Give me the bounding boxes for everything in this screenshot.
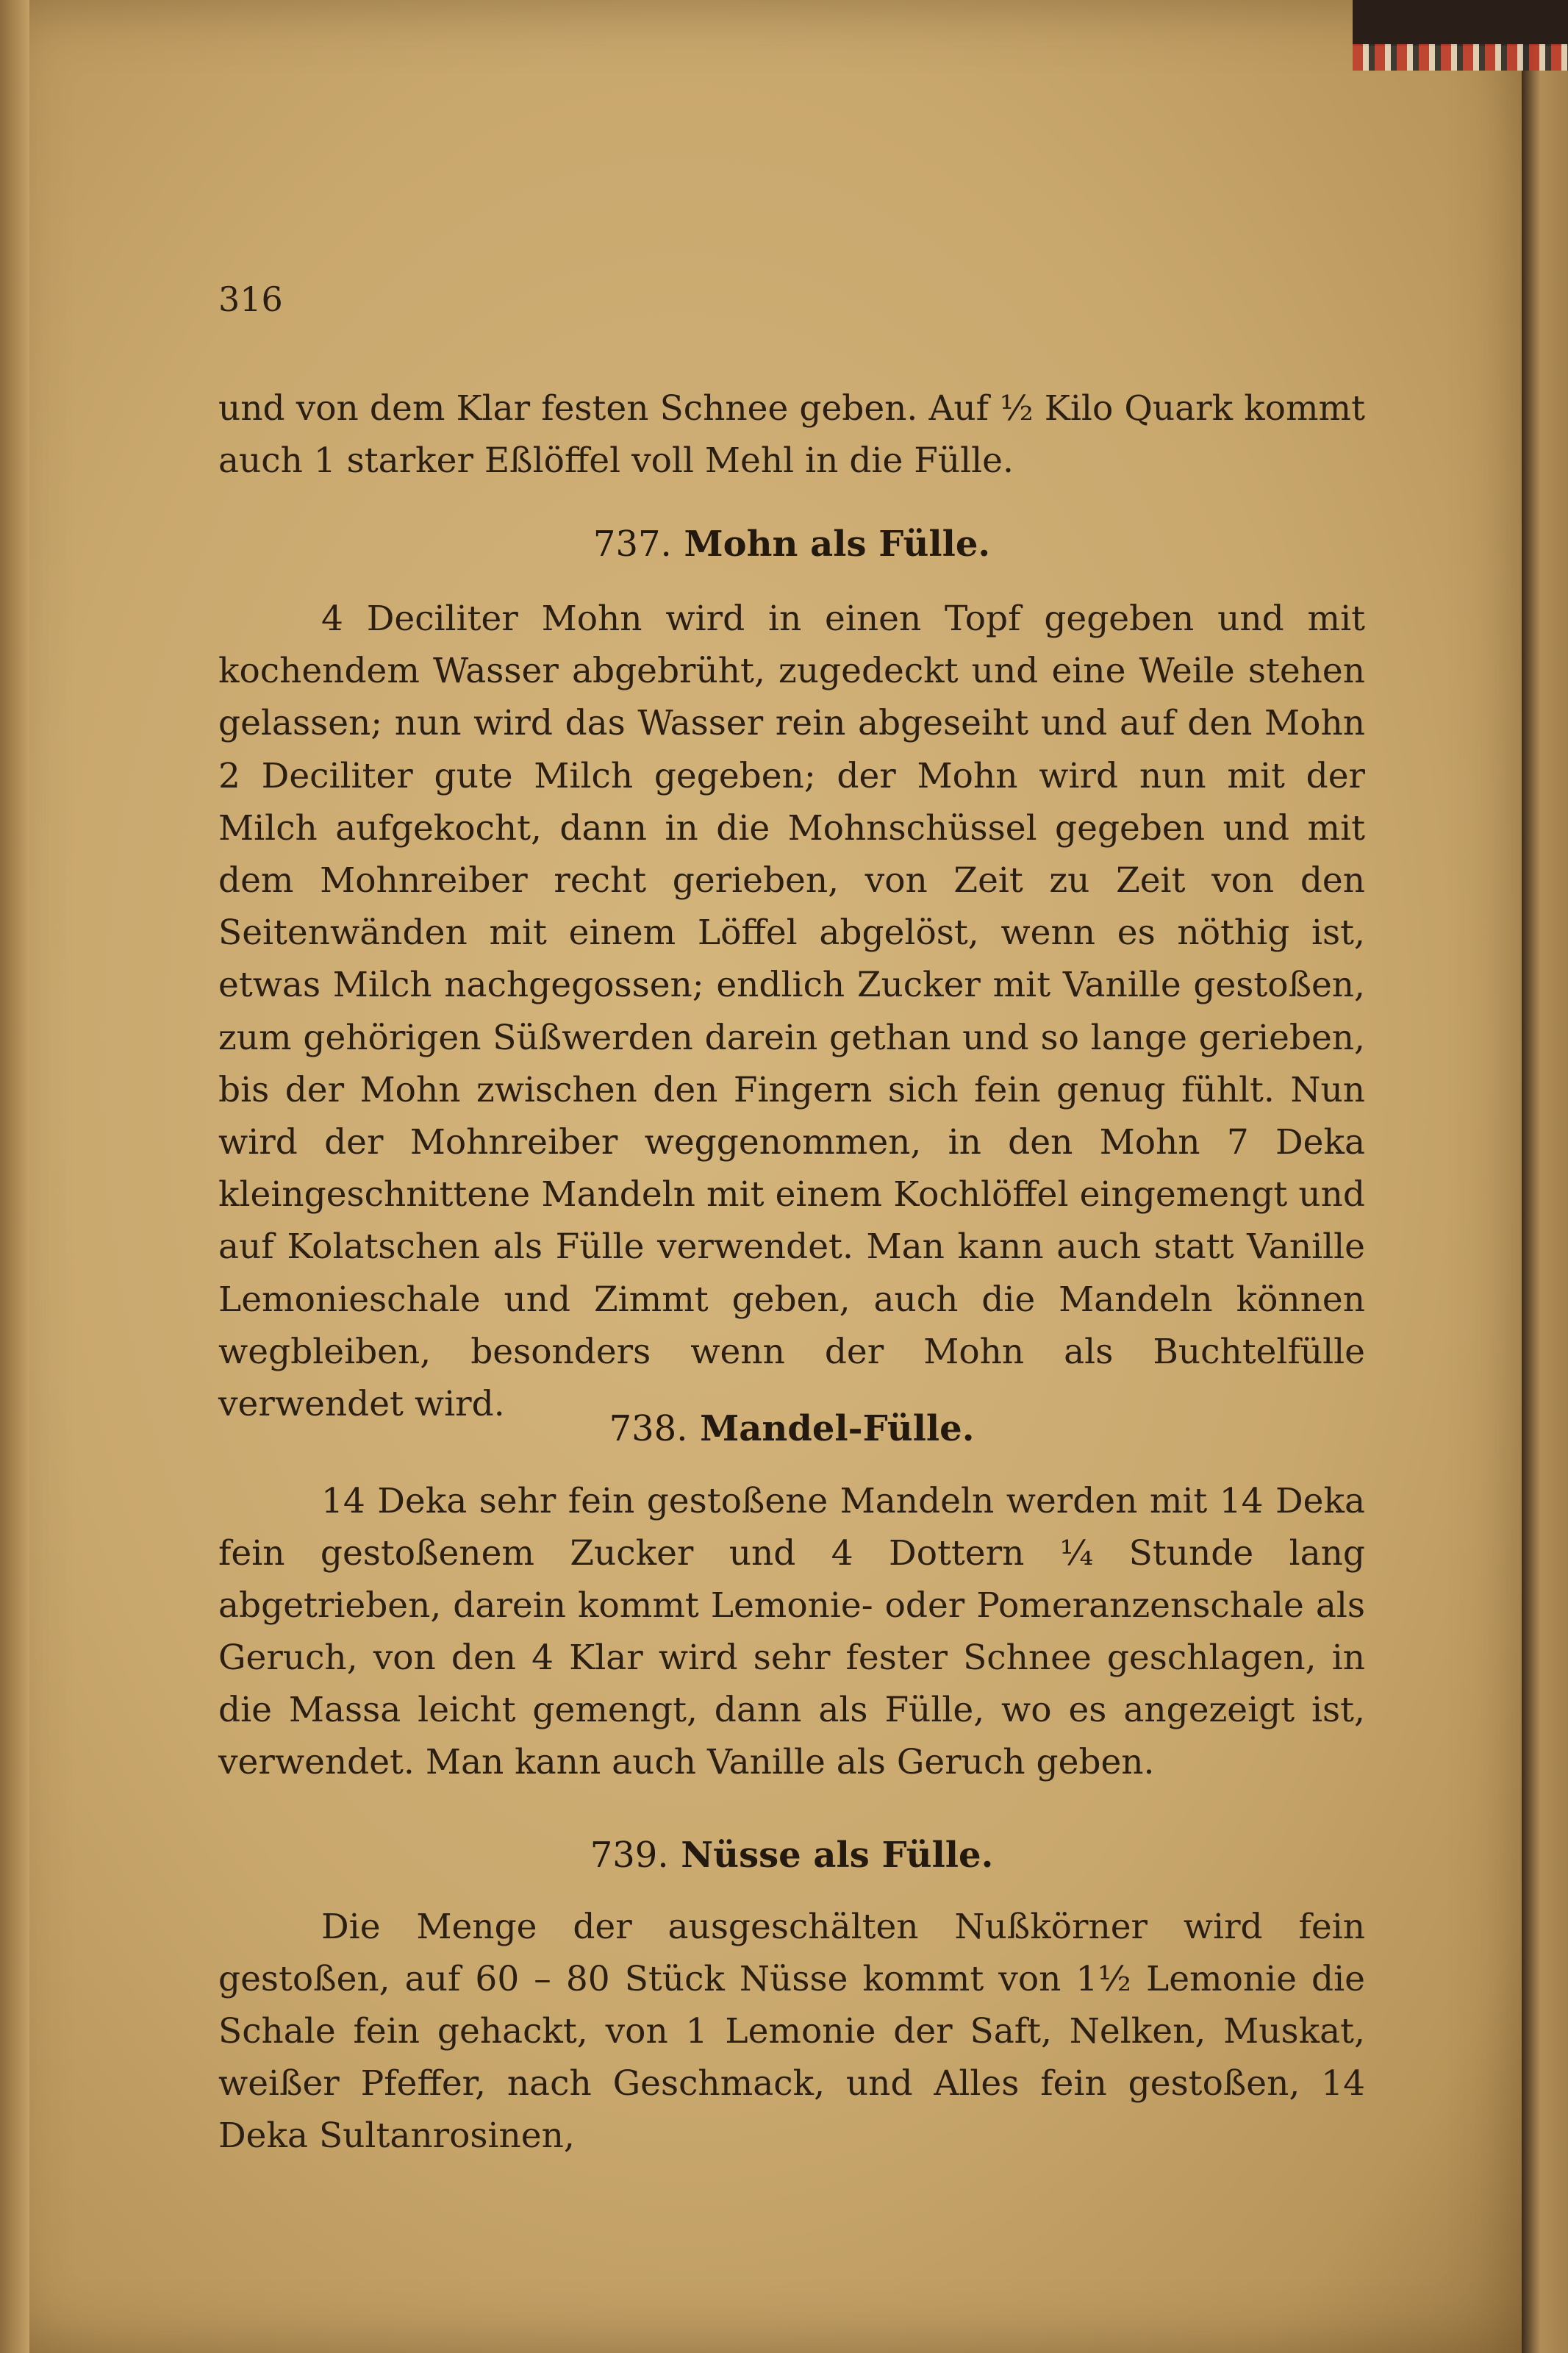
section-body-738 xyxy=(218,1475,1365,1788)
section-heading-739 xyxy=(218,1835,1365,1876)
continuation-paragraph xyxy=(218,382,1365,487)
section-number: 739. xyxy=(590,1835,669,1876)
section-number: 737. xyxy=(593,524,672,565)
section-body-739 xyxy=(218,1901,1365,2162)
section-heading-738 xyxy=(218,1408,1365,1449)
section-title: Mohn als Fülle. xyxy=(684,524,991,565)
section-body-737 xyxy=(218,593,1365,1430)
section-text: Die Menge der ausgeschälten Nußkörner wird fein gestoßen, auf 60 – 80 Stück Nüsse kommt von 1½ Lemonie die Schale fein gehackt, von 1 Lemonie der Saft, Nelken, Muskat, weißer Pfeffer, nach Geschmack, und Alles fein gestoßen, 14 Deka Sultanrosinen, xyxy=(218,1907,1365,2156)
section-number: 738. xyxy=(609,1408,688,1449)
section-title: Nüsse als Fülle. xyxy=(681,1835,994,1876)
book-cover-edge xyxy=(1353,0,1568,46)
section-title: Mandel-Fülle. xyxy=(700,1408,975,1449)
section-text: 4 Deciliter Mohn wird in einen Topf gegeben und mit kochendem Wasser abgebrüht, zugedeckt und eine Weile stehen gelassen; nun wird das Wasser rein abgeseiht und auf den Mohn 2 Deciliter gute Milch gegeben; der Mohn wird nun mit der Milch aufgekocht, dann in die Mohnschüssel gegeben und mit dem Mohnreiber recht gerieben, von Zeit zu Zeit von den Seitenwänden mit einem Löffel abgelöst, wenn es nöthig ist, etwas Milch nachgegossen; endlich Zucker mit Vanille gestoßen, zum gehörigen Süßwerden darein gethan und so lange gerieben, bis der Mohn zwischen den Fingern sich fein genug fühlt. Nun wird der Mohnreiber weggenommen, in den Mohn 7 Deka kleingeschnittene Mandeln mit einem Kochlöffel eingemengt und auf Kolatschen als Fülle verwendet. Man kann auch statt Vanille Lemonieschale und Zimmt geben, auch die Mandeln können wegbleiben, besonders wenn der Mohn als Buchtelfülle verwendet wird. xyxy=(218,599,1365,1425)
section-text: 14 Deka sehr fein gestoßene Mandeln werden mit 14 Deka fein gestoßenem Zucker und 4 Dottern ¼ Stunde lang abgetrieben, darein kommt Lemonie- oder Pomeranzenschale als Geruch, von den 4 Klar wird sehr fester Schnee geschlagen, in die Massa leicht gemengt, dann als Fülle, wo es angezeigt ist, verwendet. Man kann auch Vanille als Geruch geben. xyxy=(218,1481,1365,1782)
section-heading-737 xyxy=(218,524,1365,565)
next-page-edge xyxy=(1522,0,1568,2353)
continuation-text: und von dem Klar festen Schnee geben. Auf ½ Kilo Quark kommt auch 1 starker Eßlöffel voll Mehl in die Fülle. xyxy=(218,388,1365,481)
bookmark-ribbon xyxy=(1353,44,1568,71)
page-number: 316 xyxy=(218,279,283,319)
page-gutter xyxy=(0,0,29,2353)
